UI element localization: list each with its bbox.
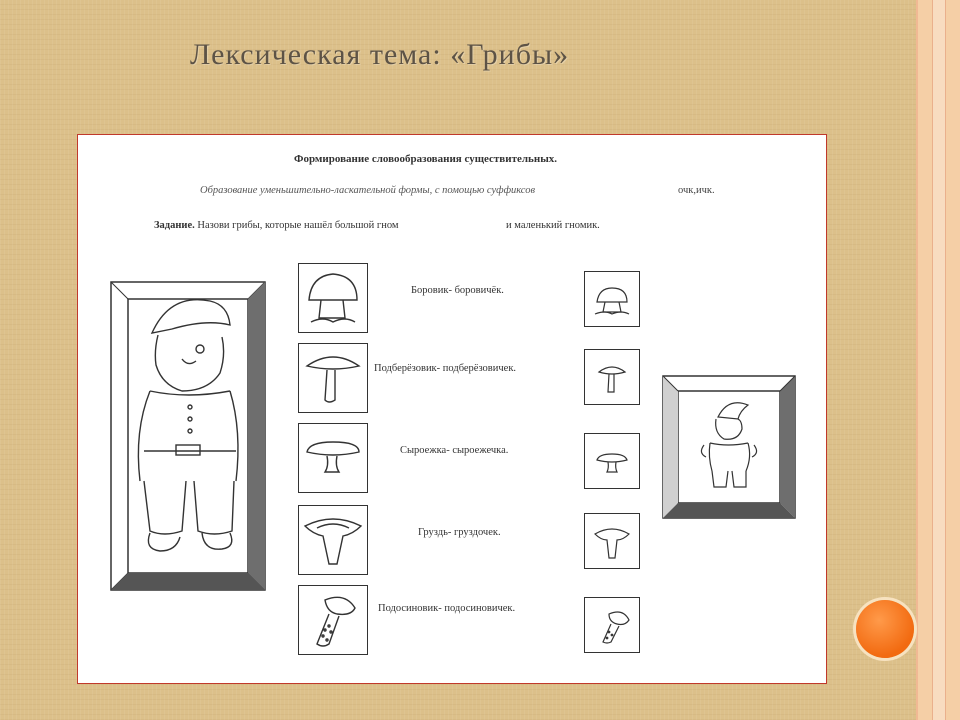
mushroom-box-large-5	[298, 585, 368, 655]
mushroom-box-large-4	[298, 505, 368, 575]
pair-label-2: Подберёзовик- подберёзовичек.	[374, 363, 517, 374]
right-decor-stripe-inner	[932, 0, 946, 720]
mushroom-box-small-2	[584, 349, 640, 405]
small-gnome-picture	[662, 375, 796, 519]
mushroom-porcini-icon	[299, 264, 367, 332]
right-decor-stripe	[916, 0, 960, 720]
pair-label-1: Боровик- боровичёк.	[411, 285, 504, 296]
worksheet-subheading: Образование уменьшительно-ласкательной формы, с помощью суффиксов	[200, 185, 536, 196]
mushroom-box-small-5	[584, 597, 640, 653]
orange-circle-icon	[856, 600, 914, 658]
pair-label-3: Сыроежка- сыроежечка.	[400, 445, 509, 456]
task-label: Задание.	[154, 220, 195, 231]
mushroom-box-small-1	[584, 271, 640, 327]
small-aspen-bolete-icon	[585, 598, 639, 652]
worksheet-task	[154, 220, 399, 231]
worksheet-suffixes: очк,ичк.	[678, 185, 715, 196]
small-birch-bolete-icon	[585, 350, 639, 404]
worksheet-heading: Формирование словообразования существительных.	[294, 153, 558, 165]
pair-label-5: Подосиновик- подосиновичек.	[378, 603, 516, 614]
mushroom-milk-cap-icon	[299, 506, 367, 574]
mushroom-box-small-4	[584, 513, 640, 569]
mushroom-birch-bolete-icon	[299, 344, 367, 412]
mushroom-box-large-1	[298, 263, 368, 333]
small-milk-cap-icon	[585, 514, 639, 568]
mushroom-box-small-3	[584, 433, 640, 489]
small-porcini-icon	[585, 272, 639, 326]
small-gnome-frame	[662, 375, 796, 519]
worksheet-task-tail: и маленький гномик.	[506, 220, 600, 231]
mushroom-box-large-2	[298, 343, 368, 413]
small-russula-icon	[585, 434, 639, 488]
mushroom-aspen-bolete-icon	[299, 586, 367, 654]
mushroom-box-large-3	[298, 423, 368, 493]
big-gnome-picture	[110, 281, 266, 591]
slide-title: Лексическая тема: «Грибы»	[190, 38, 570, 71]
worksheet	[77, 134, 827, 684]
big-gnome-frame	[110, 281, 266, 591]
task-text: Назови грибы, которые нашёл большой гном	[197, 220, 399, 231]
mushroom-russula-icon	[299, 424, 367, 492]
pair-label-4: Груздь- груздочек.	[418, 527, 501, 538]
